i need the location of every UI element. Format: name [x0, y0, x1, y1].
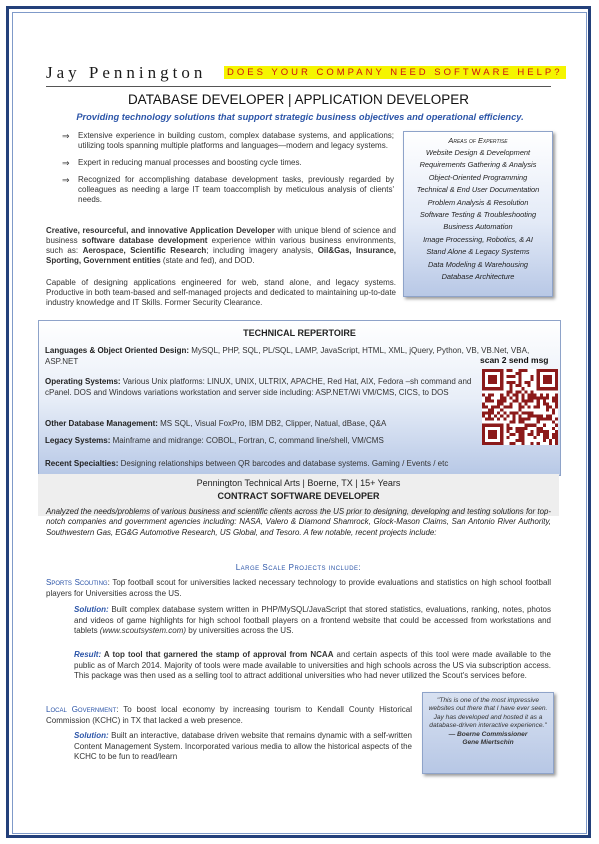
projects-heading: Large Scale Projects include: [235, 563, 362, 572]
tech-label: Recent Specialties: [45, 459, 119, 468]
expertise-item: Database Architecture [441, 272, 515, 282]
candidate-name: Jay Pennington [46, 63, 207, 82]
bullet-text: Recognized for accomplishing database development tasks, previously regarded by colleagues as needing a large IT team toaccomplish by meticulous analysis of clients' needs. [78, 175, 394, 204]
tech-text: MS SQL, Visual FoxPro, IBM DB2, Clipper, Natual, dBase, Q&A [157, 419, 387, 428]
bullet-text: Extensive experience in building custom, complex database systems, and applications; utilizing tools spanning multiple platforms and languages—modern and legacy systems. [78, 131, 394, 150]
project-sports-result [74, 650, 551, 682]
solution-text: by universities across the US. [186, 626, 294, 636]
job-role: CONTRACT SOFTWARE DEVELOPER [217, 491, 380, 501]
solution-label: Solution: [74, 605, 109, 614]
expertise-item: Software Testing & Troubleshooting [419, 210, 537, 220]
arrow-icon: ⇒ [62, 175, 70, 185]
intro-text: ; including imagery analysis, [206, 246, 318, 255]
tech-label: Other Database Management: [45, 419, 158, 428]
tech-text: MySQL, PHP, SQL, PL/SQL, LAMP, JavaScript, HTML, XML, jQuery, Python, VB, VB.Net, VBA, ASP.NET [45, 346, 530, 366]
tech-database [45, 418, 481, 429]
tech-languages [45, 345, 553, 367]
tech-label: Legacy Systems: [45, 436, 111, 445]
arrow-icon: ⇒ [62, 131, 70, 141]
testimonial-author: — Boerne Commissioner [448, 731, 528, 739]
expertise-item: Image Processing, Robotics, & AI [423, 234, 533, 244]
result-bold: A top tool that garnered the stamp of approval from NCAA [101, 650, 334, 659]
bullet-item [62, 131, 394, 151]
project-text: : To boost local economy by increasing tourism to Kendall County Historical Commission (KCHC) in TX that lacked a web presence. [46, 705, 413, 725]
tech-text: Various Unix platforms: LINUX, UNIX, ULTRIX, APACHE, Red Hat, AIX, Fedora –sh command and cPanel. DOS and Windows variations workstation and server side including: ASP.NET/Wi VM/CMS, CICS, to DOS [45, 377, 472, 397]
testimonial-box [422, 692, 554, 774]
expertise-item: Requirements Gathering & Analysis [419, 160, 537, 170]
tech-text: Mainframe and midrange: COBOL, Fortran, C, command line/shell, VM/CMS [110, 436, 384, 445]
project-government-solution [74, 731, 412, 763]
project-text: : Top football scout for universities lacked necessary technology to provide evaluations and statistics on high school football players for Universities across the US. [46, 578, 551, 598]
tech-label: Languages & Object Oriented Design: [45, 346, 190, 355]
expertise-item: Website Design & Development [425, 148, 531, 157]
bullet-text: Expert in reducing manual processes and boosting cycle times. [78, 158, 302, 167]
expertise-item: Object-Oriented Programming [428, 172, 528, 182]
solution-label: Solution: [74, 731, 109, 740]
project-government [46, 705, 412, 726]
project-label: Local Government [46, 705, 117, 714]
expertise-heading: Areas of Expertise [448, 136, 508, 145]
bullet-list [62, 131, 394, 212]
resume-subtitle: Providing technology solutions that support strategic business objectives and operational efficiency. [76, 112, 524, 122]
intro-text: with unique blend of science and business [46, 226, 396, 245]
project-url: (www.scoutsystem.com) [99, 626, 187, 636]
capability-paragraph: Capable of designing applications engineered for web, stand alone, and legacy systems. Productive in both team-based and self-managed projects and dedicated to maintaining up-to-date industry knowledge and IT Skills. Former Security Clearance. [46, 278, 396, 307]
result-label: Result: [74, 650, 102, 659]
intro-bold: software database development [81, 236, 208, 245]
project-label: Sports Scouting [46, 578, 108, 587]
company-line: Pennington Technical Arts | Boerne, TX | 15+ Years [196, 478, 401, 488]
expertise-item: Technical & End User Documentation [416, 185, 540, 195]
qr-label: scan 2 send msg [480, 355, 549, 365]
expertise-item: Data Modeling & Warehousing [427, 259, 529, 269]
tech-legacy [45, 435, 481, 446]
testimonial-text: "This is one of the most impressive websites out there that I have ever seen. Jay has developed and hosted it as a database-driven interactive experience." [428, 697, 548, 729]
expertise-item: Stand Alone & Legacy Systems [426, 247, 530, 257]
bullet-item [62, 158, 394, 168]
intro-text: experience within various business environments, such as: [46, 236, 397, 255]
tech-os [45, 376, 481, 398]
solution-text: Built complex database system written in PHP/MySQL/JavaScript that stored statistics, evaluations, ranking, notes, photos and videos of game highlights for high school football players on a frontend website that could be accessed from workstations and tablets [74, 605, 551, 636]
tech-label: Operating Systems: [45, 377, 121, 386]
solution-text: Built an interactive, database driven website that remains dynamic with a self-written Content Management System. Incorporated various media to allow the historical aspects of the KCHC to be fun to read/learn [74, 731, 412, 762]
bullet-item [62, 175, 394, 205]
intro-bold: Oil&Gas, Insurance, Sporting, Government entities [46, 246, 397, 265]
intro-text: (state and fed), and DOD. [160, 256, 255, 265]
intro-lead: Creative, resourceful, and innovative Application Developer [46, 226, 275, 235]
intro-paragraph [46, 226, 396, 266]
qr-code-icon[interactable] [482, 369, 558, 445]
expertise-item: Problem Analysis & Resolution [427, 197, 529, 207]
result-text: and certain aspects of this tool were made available to the public as of March 2014. Majority of tools were made available to universities and high schools across the US via subscription access. This package was then used as a selling tool to attract additional universities who had never utilized the Scout's services before. [74, 650, 551, 681]
intro-bold: Aerospace, Scientific Research [82, 246, 207, 255]
header-rule [46, 86, 551, 87]
job-summary: Analyzed the needs/problems of various business and scientific clients across the US prior to designing, developing and testing solutions for top-notch companies and government agencies including: NASA, Valero & Diamond Shamrock, Glock-Mason Claims, San Antonio River Authority, Southwestern Gas, EG&G Automotive Research, US Global, and Tesoro. A few notable, recent projects include: [46, 507, 551, 537]
project-sports [46, 578, 551, 599]
expertise-item: Business Automation [443, 222, 513, 232]
project-sports-solution [74, 605, 551, 637]
tagline-text: DOES YOUR COMPANY NEED SOFTWARE HELP? [227, 67, 563, 78]
tech-recent [45, 458, 553, 469]
arrow-icon: ⇒ [62, 158, 70, 168]
tech-text: Designing relationships between QR barcodes and database systems. Gaming / Events / etc [118, 459, 449, 468]
testimonial-author-name: Gene Miertschin [462, 739, 514, 747]
resume-title: DATABASE DEVELOPER | APPLICATION DEVELOPER [127, 92, 470, 107]
tech-heading: TECHNICAL REPERTOIRE [243, 328, 356, 338]
areas-of-expertise-box [403, 131, 553, 297]
tagline [224, 66, 566, 79]
